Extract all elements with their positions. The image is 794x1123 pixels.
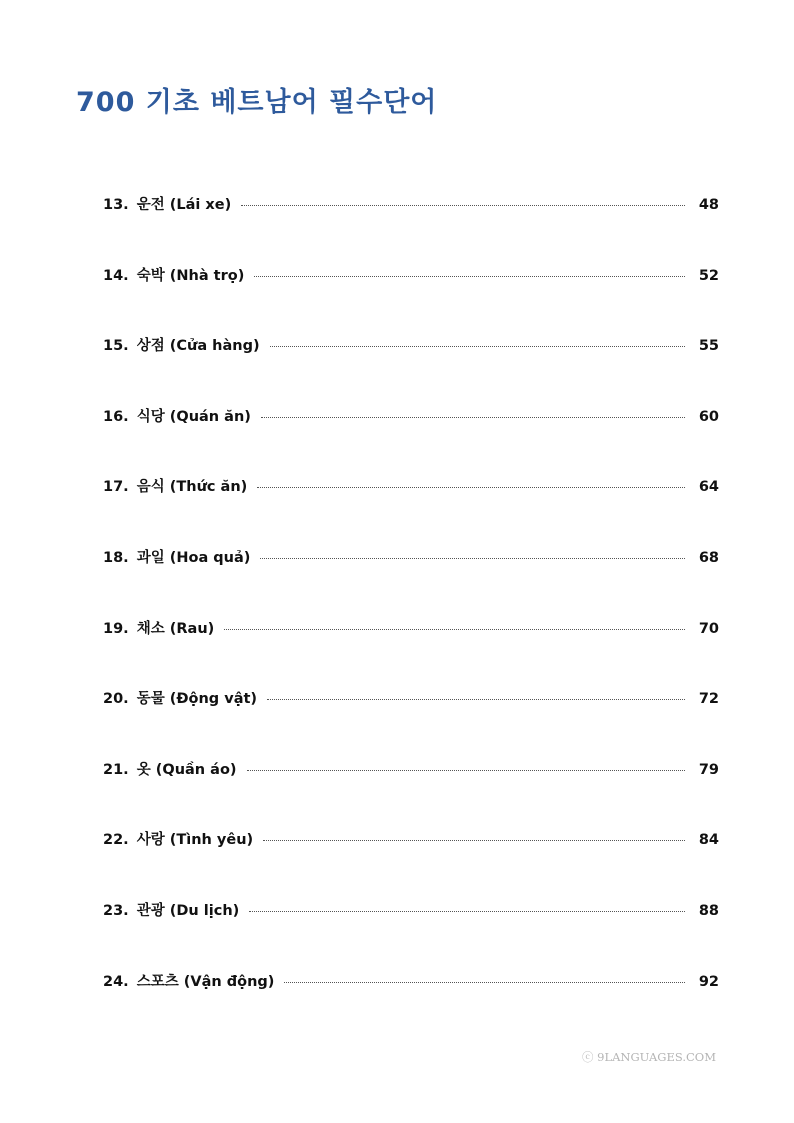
dot-leader [261,417,685,418]
toc-page: 84 [698,832,719,849]
toc-row[interactable] [103,475,719,546]
toc-label: 음식 (Thức ăn) [136,479,248,496]
toc-label: 상점 (Cửa hàng) [136,338,260,355]
toc-label: 숙박 (Nhà trọ) [136,267,245,284]
dot-leader [241,205,685,206]
toc-number: 19. [103,620,129,637]
toc-row[interactable] [103,970,719,1041]
dot-leader [254,276,684,277]
toc-label: 스포츠 (Vận động) [136,973,275,990]
page-title: 700 기초 베트남어 필수단어 [76,87,438,118]
dot-leader [263,840,685,841]
toc-number: 17. [103,479,129,496]
toc-row[interactable] [103,334,719,405]
toc-row[interactable] [103,193,719,264]
toc-label: 채소 (Rau) [136,620,215,637]
toc-number: 16. [103,408,129,425]
toc-number: 21. [103,761,129,778]
toc-row[interactable] [103,687,719,758]
toc-number: 14. [103,267,129,284]
toc-row[interactable] [103,828,719,899]
toc-page: 68 [698,549,719,566]
dot-leader [270,346,685,347]
toc-label: 사랑 (Tình yêu) [136,832,254,849]
toc-label: 식당 (Quán ăn) [136,408,251,425]
dot-leader [267,699,685,700]
toc-page: 72 [698,691,719,708]
toc-label: 과일 (Hoa quả) [136,549,251,566]
toc-row[interactable] [103,546,719,617]
toc-row[interactable] [103,617,719,688]
toc-row[interactable] [103,264,719,335]
toc-page: 48 [698,197,719,213]
copyright-footer: ⓒ 9LANGUAGES.COM [581,1050,716,1064]
dot-leader [224,629,685,630]
toc-row[interactable] [103,758,719,829]
toc-page: 52 [698,267,719,284]
toc-label: 관광 (Du lịch) [136,902,240,919]
dot-leader [260,558,684,559]
toc-page: 88 [698,902,719,919]
toc-number: 22. [103,832,129,849]
toc-page: 70 [698,620,719,637]
dot-leader [257,487,685,488]
toc-page: 55 [698,338,719,355]
toc-page: 60 [698,408,719,425]
toc-row[interactable] [103,899,719,970]
toc-label: 동물 (Động vật) [136,691,258,708]
toc-label: 운전 (Lái xe) [136,197,232,213]
toc-number: 18. [103,549,129,566]
toc-page: 64 [698,479,719,496]
toc-number: 23. [103,902,129,919]
toc-page: 92 [698,973,719,990]
toc-number: 24. [103,973,129,990]
toc-row[interactable] [103,405,719,476]
toc-number: 20. [103,691,129,708]
dot-leader [284,982,684,983]
dot-leader [247,770,685,771]
table-of-contents [103,193,719,1040]
toc-number: 13. [103,197,129,213]
toc-page: 79 [698,761,719,778]
toc-label: 옷 (Quần áo) [136,761,237,778]
toc-number: 15. [103,338,129,355]
dot-leader [249,911,685,912]
